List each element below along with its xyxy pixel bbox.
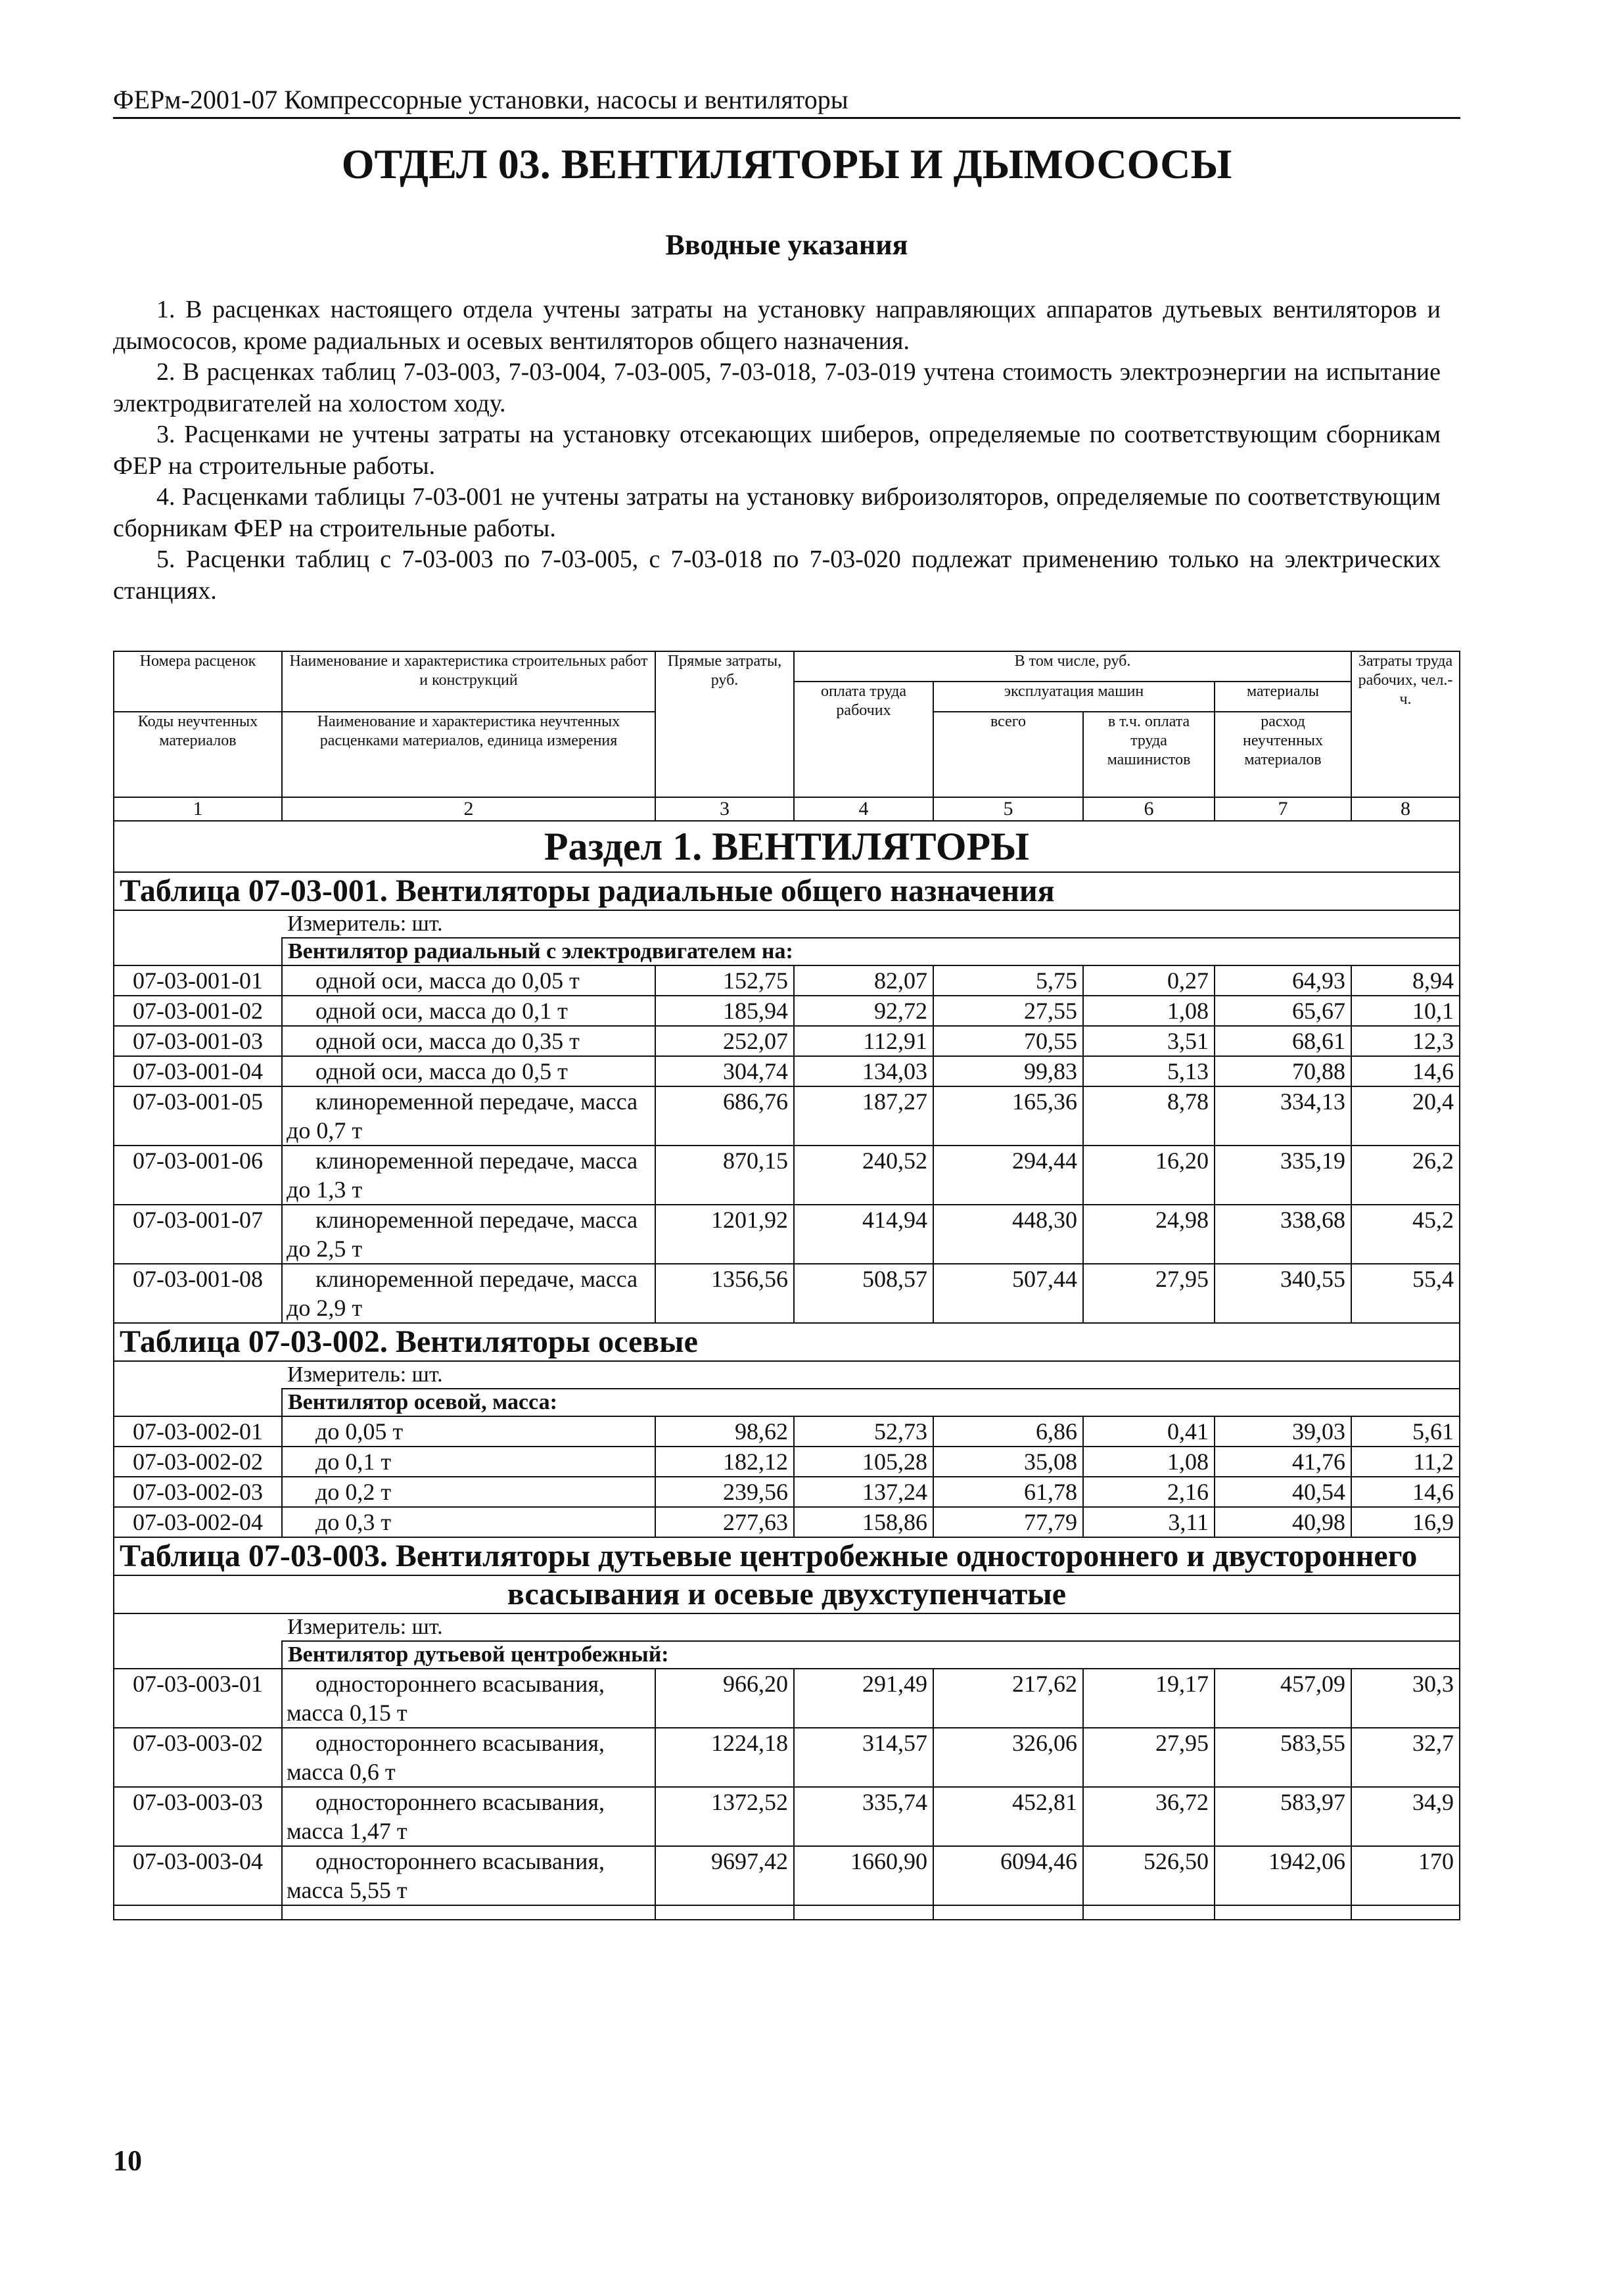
- rate-hours: 11,2: [1351, 1447, 1460, 1477]
- rate-machines: 165,36: [933, 1086, 1083, 1146]
- header-direct-costs: Прямые затраты, руб.: [655, 651, 794, 797]
- group-label: Вентилятор осевой, масса:: [282, 1389, 933, 1416]
- rate-direct: 152,75: [655, 965, 794, 996]
- rate-machinists: 0,27: [1083, 965, 1215, 996]
- rate-machinists: 27,95: [1083, 1264, 1215, 1323]
- rate-materials: 583,97: [1215, 1787, 1351, 1846]
- intro-title: Вводные указания: [665, 229, 908, 261]
- table-end-spacer: [1351, 1905, 1460, 1920]
- rate-code: 07-03-002-01: [114, 1416, 282, 1447]
- running-header: ФЕРм-2001-07 Компрессорные установки, насосы и вентиляторы: [113, 84, 1460, 119]
- rate-labor: 335,74: [794, 1787, 933, 1846]
- rate-machines: 6,86: [933, 1416, 1083, 1447]
- rate-direct: 9697,42: [655, 1846, 794, 1905]
- rate-hours: 32,7: [1351, 1728, 1460, 1787]
- table-row: [114, 1056, 1460, 1086]
- header-materials: материалы: [1215, 682, 1351, 712]
- rate-code: 07-03-003-04: [114, 1846, 282, 1905]
- table-end-spacer: [933, 1905, 1083, 1920]
- rate-machines: 77,79: [933, 1507, 1083, 1537]
- rate-machines: 70,55: [933, 1026, 1083, 1056]
- rate-labor: 92,72: [794, 996, 933, 1026]
- rate-name: одной оси, масса до 0,1 т: [282, 996, 655, 1026]
- header-work-name: Наименование и характеристика строительных работ и конструкций: [282, 651, 655, 712]
- rate-hours: 34,9: [1351, 1787, 1460, 1846]
- table-end-spacer: [282, 1905, 655, 1920]
- unit-spacer: [114, 1613, 282, 1641]
- rate-name: до 0,3 т: [282, 1507, 655, 1537]
- rate-hours: 170: [1351, 1846, 1460, 1905]
- header-including: В том числе, руб.: [794, 651, 1351, 682]
- header-machines-total: всего: [933, 712, 1083, 797]
- unit-spacer: [114, 910, 282, 938]
- rate-code: 07-03-001-01: [114, 965, 282, 996]
- rate-machinists: 0,41: [1083, 1416, 1215, 1447]
- table-row: [114, 1026, 1460, 1056]
- rate-direct: 1356,56: [655, 1264, 794, 1323]
- group-spacer: [933, 1389, 1460, 1416]
- column-number: 2: [282, 797, 655, 821]
- table-row: [114, 1787, 1460, 1846]
- rate-machinists: 5,13: [1083, 1056, 1215, 1086]
- table-row: [114, 1507, 1460, 1537]
- group-spacer: [114, 1641, 282, 1669]
- table-end-spacer: [114, 1905, 282, 1920]
- rate-hours: 12,3: [1351, 1026, 1460, 1056]
- rate-direct: 252,07: [655, 1026, 794, 1056]
- rate-machines: 27,55: [933, 996, 1083, 1026]
- rate-code: 07-03-002-03: [114, 1477, 282, 1507]
- rate-name: одностороннего всасывания, масса 5,55 т: [282, 1846, 655, 1905]
- rate-code: 07-03-001-04: [114, 1056, 282, 1086]
- rate-materials: 583,55: [1215, 1728, 1351, 1787]
- rate-materials: 64,93: [1215, 965, 1351, 996]
- rate-machines: 294,44: [933, 1146, 1083, 1205]
- rate-materials: 334,13: [1215, 1086, 1351, 1146]
- rate-machinists: 8,78: [1083, 1086, 1215, 1146]
- table-row: [114, 1264, 1460, 1323]
- table-end-spacer: [1215, 1905, 1351, 1920]
- rate-hours: 55,4: [1351, 1264, 1460, 1323]
- table-row: [114, 1846, 1460, 1905]
- header-labor-hours: Затраты труда рабочих, чел.-ч.: [1351, 651, 1460, 797]
- rate-hours: 8,94: [1351, 965, 1460, 996]
- rate-name: одной оси, масса до 0,35 т: [282, 1026, 655, 1056]
- rate-labor: 112,91: [794, 1026, 933, 1056]
- rate-hours: 20,4: [1351, 1086, 1460, 1146]
- rate-hours: 5,61: [1351, 1416, 1460, 1447]
- group-label: Вентилятор радиальный с электродвигателем на:: [282, 938, 933, 965]
- intro-paragraph: 3. Расценками не учтены затраты на установку отсекающих шиберов, определяемые по соответствующим сборникам ФЕР на строительные работы.: [113, 421, 1441, 480]
- column-number: 7: [1215, 797, 1351, 821]
- table-row: [114, 1669, 1460, 1728]
- table-row: [114, 1086, 1460, 1146]
- header-labor-pay: оплата труда рабочих: [794, 682, 933, 797]
- rate-labor: 158,86: [794, 1507, 933, 1537]
- rate-labor: 82,07: [794, 965, 933, 996]
- header-material-codes: Коды неучтенных материалов: [114, 712, 282, 797]
- rate-machines: 61,78: [933, 1477, 1083, 1507]
- header-material-name: Наименование и характеристика неучтенных расценками материалов, единица измерения: [282, 712, 655, 797]
- rate-name: одностороннего всасывания, масса 1,47 т: [282, 1787, 655, 1846]
- rate-direct: 1224,18: [655, 1728, 794, 1787]
- rate-labor: 137,24: [794, 1477, 933, 1507]
- rate-code: 07-03-003-03: [114, 1787, 282, 1846]
- table-title: Таблица 07-03-002. Вентиляторы осевые: [114, 1323, 1460, 1361]
- rate-materials: 1942,06: [1215, 1846, 1351, 1905]
- rate-machines: 452,81: [933, 1787, 1083, 1846]
- rate-name: до 0,05 т: [282, 1416, 655, 1447]
- rate-labor: 52,73: [794, 1416, 933, 1447]
- rate-hours: 30,3: [1351, 1669, 1460, 1728]
- rate-machinists: 1,08: [1083, 996, 1215, 1026]
- rate-direct: 98,62: [655, 1416, 794, 1447]
- table-row: [114, 1205, 1460, 1264]
- rate-labor: 240,52: [794, 1146, 933, 1205]
- table-title-line2: всасывания и осевые двухступенчатые: [114, 1575, 1460, 1613]
- intro-paragraph: 2. В расценках таблиц 7-03-003, 7-03-004, 7-03-005, 7-03-018, 7-03-019 учтена стоимость электроэнергии на испытание электродвигателей на холостом ходу.: [113, 358, 1441, 417]
- rate-direct: 277,63: [655, 1507, 794, 1537]
- rate-materials: 340,55: [1215, 1264, 1351, 1323]
- rate-code: 07-03-002-02: [114, 1447, 282, 1477]
- unit-label: Измеритель: шт.: [282, 1613, 794, 1641]
- rate-direct: 870,15: [655, 1146, 794, 1205]
- rate-labor: 187,27: [794, 1086, 933, 1146]
- rate-machinists: 16,20: [1083, 1146, 1215, 1205]
- rate-machinists: 36,72: [1083, 1787, 1215, 1846]
- column-number: 4: [794, 797, 933, 821]
- group-spacer: [114, 1389, 282, 1416]
- table-row: [114, 996, 1460, 1026]
- rate-name: клиноременной передаче, масса до 2,9 т: [282, 1264, 655, 1323]
- rate-machinists: 19,17: [1083, 1669, 1215, 1728]
- rate-materials: 39,03: [1215, 1416, 1351, 1447]
- column-number: 5: [933, 797, 1083, 821]
- page-number: 10: [113, 2144, 142, 2177]
- intro-paragraph: 5. Расценки таблиц с 7-03-003 по 7-03-005, с 7-03-018 по 7-03-020 подлежат применению только на электрических станциях.: [113, 545, 1441, 605]
- unit-spacer: [794, 910, 1460, 938]
- rate-machines: 507,44: [933, 1264, 1083, 1323]
- rate-machines: 217,62: [933, 1669, 1083, 1728]
- rate-labor: 105,28: [794, 1447, 933, 1477]
- rate-direct: 1201,92: [655, 1205, 794, 1264]
- header-machines: эксплуатация машин: [933, 682, 1215, 712]
- department-title: ОТДЕЛ 03. ВЕНТИЛЯТОРЫ И ДЫМОСОСЫ: [341, 141, 1232, 187]
- table-row: [114, 1447, 1460, 1477]
- rate-machinists: 3,51: [1083, 1026, 1215, 1056]
- rate-machines: 35,08: [933, 1447, 1083, 1477]
- column-number: 1: [114, 797, 282, 821]
- rate-code: 07-03-001-08: [114, 1264, 282, 1323]
- rate-name: до 0,2 т: [282, 1477, 655, 1507]
- rate-materials: 41,76: [1215, 1447, 1351, 1477]
- unit-spacer: [794, 1361, 1460, 1389]
- group-spacer: [933, 1641, 1460, 1669]
- rate-machines: 448,30: [933, 1205, 1083, 1264]
- intro-paragraph: 1. В расценках настоящего отдела учтены затраты на установку направляющих аппаратов дутьевых вентиляторов и дымососов, кроме радиальных и осевых вентиляторов общего назначения.: [113, 296, 1441, 355]
- rate-machines: 326,06: [933, 1728, 1083, 1787]
- rate-machinists: 2,16: [1083, 1477, 1215, 1507]
- rate-hours: 10,1: [1351, 996, 1460, 1026]
- rate-code: 07-03-001-03: [114, 1026, 282, 1056]
- table-end-spacer: [794, 1905, 933, 1920]
- table-row: [114, 965, 1460, 996]
- unit-spacer: [114, 1361, 282, 1389]
- rate-labor: 508,57: [794, 1264, 933, 1323]
- rate-code: 07-03-003-02: [114, 1728, 282, 1787]
- table-end-spacer: [655, 1905, 794, 1920]
- rate-code: 07-03-003-01: [114, 1669, 282, 1728]
- rate-machinists: 526,50: [1083, 1846, 1215, 1905]
- rate-labor: 134,03: [794, 1056, 933, 1086]
- rate-direct: 1372,52: [655, 1787, 794, 1846]
- rates-table: [113, 651, 1460, 1920]
- rate-name: клиноременной передаче, масса до 0,7 т: [282, 1086, 655, 1146]
- rate-direct: 686,76: [655, 1086, 794, 1146]
- rate-machinists: 27,95: [1083, 1728, 1215, 1787]
- rate-hours: 45,2: [1351, 1205, 1460, 1264]
- rate-materials: 40,98: [1215, 1507, 1351, 1537]
- intro-paragraph: 4. Расценками таблицы 7-03-001 не учтены затраты на установку виброизоляторов, определяемые по соответствующим сборникам ФЕР на строительные работы.: [113, 483, 1441, 542]
- column-number: 3: [655, 797, 794, 821]
- table-end-spacer: [1083, 1905, 1215, 1920]
- unit-label: Измеритель: шт.: [282, 910, 794, 938]
- section-title: Раздел 1. ВЕНТИЛЯТОРЫ: [114, 821, 1460, 872]
- rate-direct: 185,94: [655, 996, 794, 1026]
- rate-labor: 1660,90: [794, 1846, 933, 1905]
- rate-materials: 70,88: [1215, 1056, 1351, 1086]
- rate-code: 07-03-001-06: [114, 1146, 282, 1205]
- rate-name: клиноременной передаче, масса до 1,3 т: [282, 1146, 655, 1205]
- rate-materials: 338,68: [1215, 1205, 1351, 1264]
- table-title: Таблица 07-03-003. Вентиляторы дутьевые центробежные одностороннего и двустороннего: [114, 1537, 1460, 1575]
- rate-code: 07-03-001-07: [114, 1205, 282, 1264]
- rate-machines: 6094,46: [933, 1846, 1083, 1905]
- rate-direct: 182,12: [655, 1447, 794, 1477]
- rate-hours: 14,6: [1351, 1477, 1460, 1507]
- rate-materials: 68,61: [1215, 1026, 1351, 1056]
- table-row: [114, 1146, 1460, 1205]
- group-label: Вентилятор дутьевой центробежный:: [282, 1641, 933, 1669]
- unit-label: Измеритель: шт.: [282, 1361, 794, 1389]
- rate-name: одностороннего всасывания, масса 0,15 т: [282, 1669, 655, 1728]
- rate-hours: 26,2: [1351, 1146, 1460, 1205]
- header-machinists-pay: в т.ч. оплата труда машинистов: [1083, 712, 1215, 797]
- rate-code: 07-03-002-04: [114, 1507, 282, 1537]
- rate-name: одной оси, масса до 0,5 т: [282, 1056, 655, 1086]
- group-spacer: [114, 938, 282, 965]
- table-row: [114, 1728, 1460, 1787]
- rate-labor: 291,49: [794, 1669, 933, 1728]
- rate-name: до 0,1 т: [282, 1447, 655, 1477]
- rate-direct: 239,56: [655, 1477, 794, 1507]
- header-materials-usage: расход неучтенных материалов: [1215, 712, 1351, 797]
- rate-direct: 966,20: [655, 1669, 794, 1728]
- rate-hours: 14,6: [1351, 1056, 1460, 1086]
- column-number: 6: [1083, 797, 1215, 821]
- rate-code: 07-03-001-05: [114, 1086, 282, 1146]
- unit-spacer: [794, 1613, 1460, 1641]
- table-title: Таблица 07-03-001. Вентиляторы радиальные общего назначения: [114, 872, 1460, 910]
- group-spacer: [933, 938, 1460, 965]
- rate-name: одной оси, масса до 0,05 т: [282, 965, 655, 996]
- rate-name: одностороннего всасывания, масса 0,6 т: [282, 1728, 655, 1787]
- column-number: 8: [1351, 797, 1460, 821]
- rate-materials: 335,19: [1215, 1146, 1351, 1205]
- rate-materials: 65,67: [1215, 996, 1351, 1026]
- rate-machinists: 1,08: [1083, 1447, 1215, 1477]
- rate-labor: 414,94: [794, 1205, 933, 1264]
- rate-labor: 314,57: [794, 1728, 933, 1787]
- intro-notes: [113, 294, 1441, 607]
- rate-machines: 5,75: [933, 965, 1083, 996]
- rate-materials: 457,09: [1215, 1669, 1351, 1728]
- rate-machines: 99,83: [933, 1056, 1083, 1086]
- header-rate-numbers: Номера расценок: [114, 651, 282, 712]
- rate-hours: 16,9: [1351, 1507, 1460, 1537]
- table-row: [114, 1416, 1460, 1447]
- rate-machinists: 3,11: [1083, 1507, 1215, 1537]
- rate-direct: 304,74: [655, 1056, 794, 1086]
- table-row: [114, 1477, 1460, 1507]
- rate-code: 07-03-001-02: [114, 996, 282, 1026]
- rate-machinists: 24,98: [1083, 1205, 1215, 1264]
- rate-materials: 40,54: [1215, 1477, 1351, 1507]
- rate-name: клиноременной передаче, масса до 2,5 т: [282, 1205, 655, 1264]
